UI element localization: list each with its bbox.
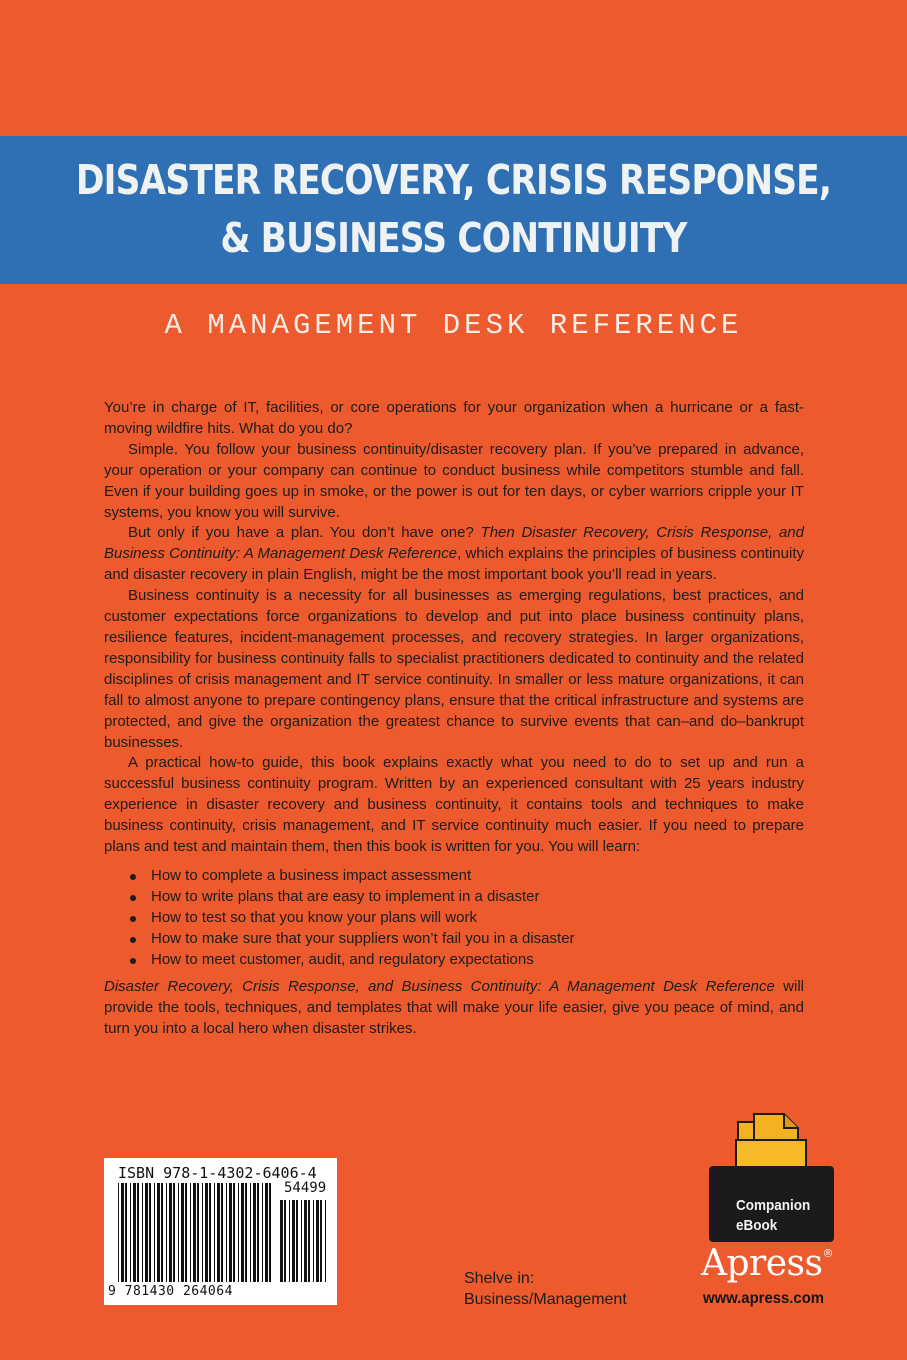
closing-title: Disaster Recovery, Crisis Response, and Business Continuity: A Management Desk Reference	[104, 978, 775, 996]
list-item-label: How to test so that you know your plans will work	[151, 908, 477, 926]
paragraph-4: Business continuity is a necessity for all businesses as emerging regulations, best practices, and customer expectations force organizations to develop and put into place business continuity plans, resilience features, incident-management processes, and recovery strategies. In larger organizations, responsibility for business continuity falls to specialist practitioners dedicated to continuity and the related disciplines of crisis management and IT service continuity. In smaller or less mature organizations, it can fall to almost anyone to prepare contingency plans, ensure that the critical infrastructure and systems are protected, and give the organization the greatest chance to survive events that can–and do–bankrupt businesses.	[104, 587, 804, 751]
title-line-1: DISASTER RECOVERY, CRISIS RESPONSE,	[75, 156, 832, 204]
paragraph-1: You’re in charge of IT, facilities, or core operations for your organization when a hurricane or a fast-moving wildfire hits. What do you do?	[104, 399, 804, 437]
paragraph-3-title: Then Disaster Recovery, Crisis Response, and Business Continuity: A Management Desk Reference	[104, 524, 804, 563]
list-item	[104, 908, 804, 929]
subtitle: A MANAGEMENT DESK REFERENCE	[164, 309, 743, 342]
isbn-number: ISBN 978-1-4302-6406-4	[118, 1164, 317, 1182]
title-banner	[0, 136, 907, 284]
list-item-label: How to complete a business impact assessment	[151, 866, 472, 884]
price-addon: 54499	[284, 1180, 327, 1196]
bullet-icon	[130, 937, 136, 943]
list-item	[104, 866, 804, 887]
barcode-digits: 9 781430 264064	[108, 1284, 233, 1299]
paragraph-2: Simple. You follow your business continuity/disaster recovery plan. If you’ve prepared in advance, your operation or your company can continue to conduct business while competitors stumble and fall. Even if your building goes up in smoke, or the power is out for ten days, or cyber warriors cripple your IT systems, you know you will survive.	[104, 440, 804, 521]
list-item	[104, 950, 804, 971]
bullet-icon	[130, 916, 136, 922]
ebook-label-line1: Companion	[736, 1197, 811, 1214]
list-item-label: How to write plans that are easy to implement in a disaster	[151, 887, 540, 905]
learn-list	[104, 866, 804, 971]
list-item	[104, 929, 804, 950]
bullet-icon	[130, 958, 136, 964]
shelve-label: Shelve in:	[464, 1270, 535, 1287]
title-line-2: & BUSINESS CONTINUITY	[220, 214, 687, 262]
paragraph-3-start: But only if you have a plan. You don’t have one?	[128, 524, 481, 542]
closing-paragraph	[104, 977, 804, 1040]
ebook-label-line2: eBook	[736, 1217, 778, 1234]
barcode-bars	[104, 1158, 337, 1305]
description-text	[104, 398, 804, 1040]
publisher-logo	[701, 1243, 833, 1284]
paragraph-3-end: , which explains the principles of business continuity and disaster recovery in plain English, might be the most important book you’ll read in years.	[104, 545, 804, 584]
list-item-label: How to meet customer, audit, and regulatory expectations	[151, 950, 534, 968]
shelving-info	[464, 1268, 627, 1310]
isbn-barcode	[104, 1158, 337, 1305]
closing-end: will provide the tools, techniques, and templates that will make your life easier, give you peace of mind, and turn you into a local hero when disaster strikes.	[104, 978, 805, 1038]
ebook-label	[736, 1196, 810, 1236]
list-item	[104, 887, 804, 908]
bullet-icon	[130, 895, 136, 901]
companion-ebook-badge	[709, 1166, 834, 1242]
shelve-category: Business/Management	[464, 1291, 627, 1308]
paragraph-3	[104, 523, 804, 586]
bullet-icon	[130, 874, 136, 880]
publisher-url: www.apress.com	[703, 1290, 825, 1307]
publisher-name: Apress	[701, 1243, 823, 1284]
registered-mark: ®	[822, 1247, 834, 1260]
list-item-label: How to make sure that your suppliers won’t fail you in a disaster	[151, 929, 575, 947]
paragraph-5: A practical how-to guide, this book explains exactly what you need to do to set up and run a successful business continuity program. Written by an experienced consultant with 25 years industry experience in disaster recovery and business continuity, it contains tools and techniques to make business continuity, crisis management, and IT service continuity much easier. If you need to prepare plans and test and maintain them, then this book is written for you. You will learn:	[104, 754, 804, 856]
